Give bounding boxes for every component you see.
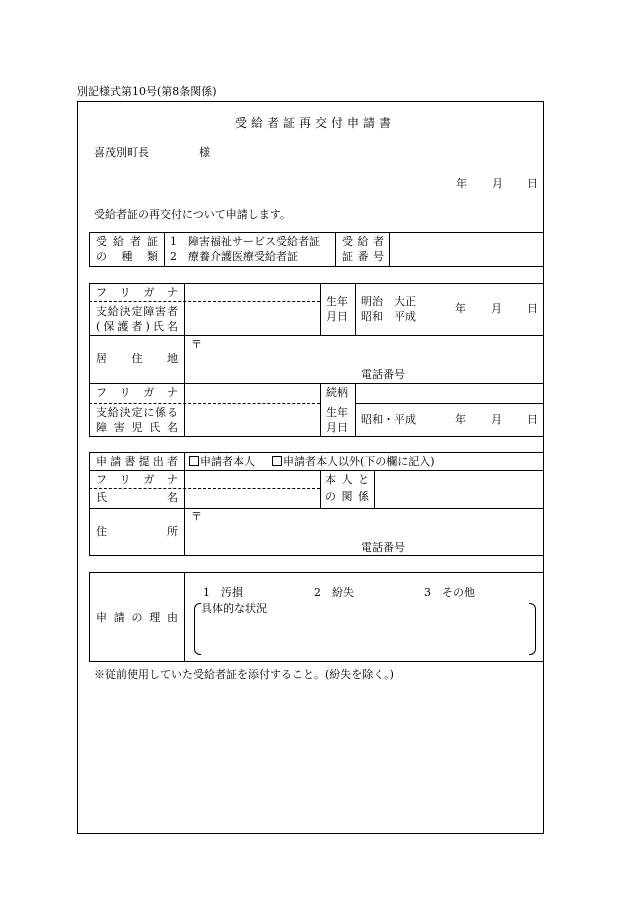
era-showa-heisei: 昭和 平成 bbox=[361, 310, 416, 323]
cert-type-label: 受 給 者 証 bbox=[96, 235, 158, 248]
checkbox-self[interactable] bbox=[189, 456, 199, 466]
detail-label: 具体的な状況 bbox=[201, 602, 267, 615]
child-era: 昭和・平成 bbox=[361, 413, 416, 426]
submitter-phone-label: 電話番号 bbox=[361, 541, 405, 554]
child-birth-label-2: 月日 bbox=[326, 421, 348, 434]
submitter-other-text: 申請者本人以外(下の欄に記入) bbox=[283, 455, 435, 468]
date-month: 月 bbox=[492, 177, 503, 190]
child-birth-label: 生年 bbox=[326, 406, 348, 419]
relation-label: 続柄 bbox=[326, 386, 348, 399]
recipient-name-label: 支 給 決 定 障 害 者 bbox=[96, 305, 178, 318]
cert-number-label-2: 証 番 号 bbox=[342, 250, 384, 263]
submitter-furigana-field[interactable] bbox=[186, 472, 318, 486]
era-meiji-taisho: 明治 大正 bbox=[361, 295, 416, 308]
submitter-label: 申 請 書 提 出 者 bbox=[96, 455, 178, 468]
recipient-name-label-2: ( 保 護 者 ) 氏 名 bbox=[96, 320, 178, 333]
child-furigana-field[interactable] bbox=[186, 385, 318, 401]
birth-year: 年 bbox=[455, 302, 466, 315]
child-furigana-label: フ リ ガ ナ bbox=[96, 386, 178, 399]
cert-number-label: 受 給 者 bbox=[342, 235, 384, 248]
cert-type-label-2: の 種 類 bbox=[96, 250, 158, 263]
birth-label-2: 月日 bbox=[326, 310, 348, 323]
submitter-address-label: 住 所 bbox=[96, 525, 178, 538]
bracket-left bbox=[194, 603, 201, 655]
furigana-label: フ リ ガ ナ bbox=[96, 286, 178, 299]
page-title: 受給者証再交付申請書 bbox=[234, 116, 395, 130]
birth-month: 月 bbox=[491, 302, 502, 315]
recipient-name-field[interactable] bbox=[186, 303, 318, 334]
postal-mark: 〒 bbox=[191, 338, 202, 351]
child-birth-day: 日 bbox=[527, 413, 538, 426]
submitter-name-field[interactable] bbox=[186, 490, 318, 506]
child-birth-month: 月 bbox=[491, 413, 502, 426]
attachment-note: ※従前使用していた受給者証を添付すること。(紛失を除く。) bbox=[94, 668, 394, 681]
submitter-furigana-label: フ リ ガ ナ bbox=[96, 473, 178, 486]
detail-field[interactable] bbox=[202, 617, 527, 651]
relationship-label: 本 人 と bbox=[325, 473, 369, 486]
submitter-name-label: 氏 名 bbox=[96, 491, 178, 504]
submitter-option-other[interactable] bbox=[272, 456, 435, 467]
child-birth-year: 年 bbox=[455, 413, 466, 426]
bracket-right bbox=[529, 603, 536, 655]
relationship-label-2: の 関 係 bbox=[325, 490, 369, 503]
reason-label: 申 請 の 理 由 bbox=[96, 611, 178, 624]
birth-day: 日 bbox=[527, 302, 538, 315]
cert-option-medical: 2 療養介護医療受給者証 bbox=[170, 250, 298, 263]
child-name-field[interactable] bbox=[186, 405, 318, 435]
reason-option-lost[interactable]: 2 紛失 bbox=[314, 586, 354, 599]
date-day: 日 bbox=[527, 177, 538, 190]
child-name-label-2: 障 害 児 氏 名 bbox=[96, 421, 178, 434]
furigana-field[interactable] bbox=[186, 284, 318, 300]
phone-label: 電話番号 bbox=[361, 368, 405, 381]
submitter-postal-mark: 〒 bbox=[191, 510, 202, 523]
addressee: 喜茂別町長 bbox=[94, 146, 149, 159]
cert-option-welfare: 1 障害福祉サービス受給者証 bbox=[170, 235, 320, 248]
reason-option-other[interactable]: 3 その他 bbox=[424, 586, 475, 599]
submitter-option-self[interactable] bbox=[189, 456, 255, 467]
residence-label: 居 住 地 bbox=[96, 352, 178, 365]
checkbox-other[interactable] bbox=[272, 456, 282, 466]
honorific: 様 bbox=[199, 146, 210, 159]
birth-label: 生年 bbox=[326, 295, 348, 308]
intro-text: 受給者証の再交付について申請します。 bbox=[94, 208, 291, 221]
relation-field[interactable] bbox=[357, 385, 542, 401]
submitter-self-text: 申請者本人 bbox=[200, 455, 255, 468]
form-id: 別記様式第10号(第8条関係) bbox=[77, 85, 217, 98]
cert-number-field[interactable] bbox=[391, 233, 541, 265]
child-name-label: 支 給 決 定 に 係 る bbox=[96, 406, 178, 419]
relationship-field[interactable] bbox=[376, 472, 542, 506]
date-year: 年 bbox=[456, 177, 467, 190]
reason-option-damage[interactable]: 1 汚損 bbox=[203, 586, 243, 599]
